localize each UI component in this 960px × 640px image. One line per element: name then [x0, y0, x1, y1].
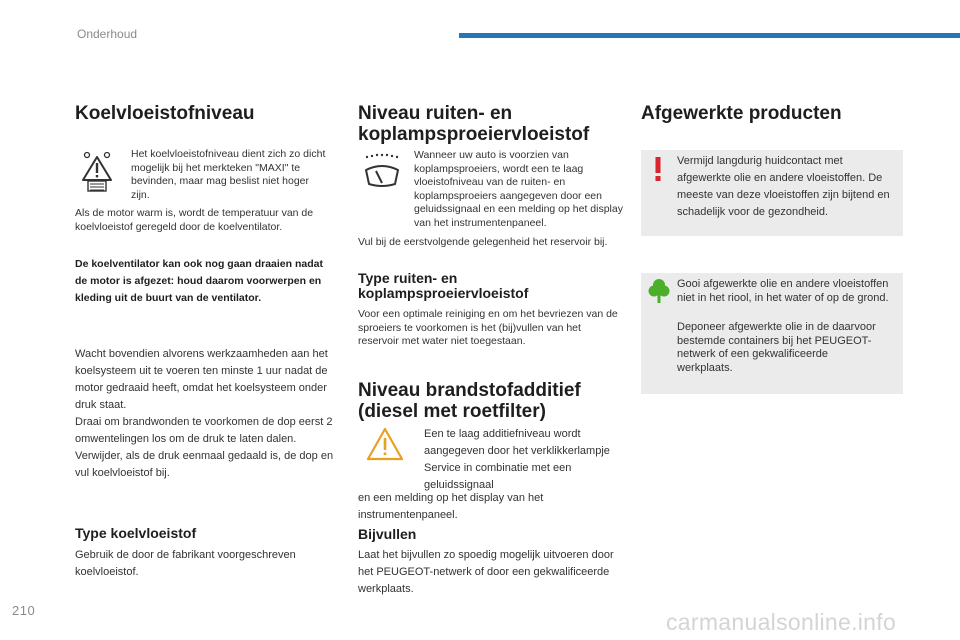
header-accent-bar: [459, 33, 960, 38]
skin-contact-text: Vermijd langdurig huidcontact met afgewerkte olie en andere vloeistoffen. De meeste van deze vloeistoffen zijn bijtend en schadelijk voor de gezondheid.: [677, 155, 890, 218]
coolant-type-text: Gebruik de door de fabrikant voorgeschreven koelvloeistof.: [75, 549, 296, 578]
windscreen-washer-icon: [362, 152, 402, 195]
coolant-level-title: Koelvloeistofniveau: [75, 103, 255, 124]
coolant-para-wait: Wacht bovendien alvorens werkzaamheden aan het koelsysteem uit te voeren ten minste 1 uur nadat de motor gedraaid heeft, omdat het koelsysteem onder druk staat.: [75, 348, 328, 411]
disposal-info-box: [641, 273, 903, 394]
disposal-text-1: Gooi afgewerkte olie en andere vloeistoffen niet in het riool, in het water of op de grond.: [677, 278, 889, 304]
page-number: 210: [12, 603, 36, 618]
disposal-text-2: Deponeer afgewerkte olie in de daarvoor bestemde containers bij het PEUGEOT-netwerk of een gekwalificeerde werkplaats.: [677, 321, 876, 374]
fuel-additive-title: Niveau brandstofadditief (diesel met roetfilter): [358, 380, 581, 422]
coolant-intro: Het koelvloeistofniveau dient zich zo dicht mogelijk bij het merkteken "MAXI" te bevinden, maar mag beslist niet hoger zijn.: [131, 148, 326, 201]
refill-title: Bijvullen: [358, 526, 417, 542]
tree-eco-icon: [648, 278, 670, 309]
skin-contact-warning-box: [641, 150, 903, 236]
washer-fluid-title: Niveau ruiten- en koplampsproeiervloeistof: [358, 103, 590, 145]
coolant-type-title: Type koelvloeistof: [75, 525, 197, 541]
watermark: carmanualsonline.info: [666, 609, 897, 635]
section-header: Onderhoud: [77, 27, 138, 41]
coolant-fan-warning: De koelventilator kan ook nog gaan draaien nadat de motor is afgezet: houd daarom voorwerpen en kleding uit de buurt van de ventilator.: [75, 258, 323, 304]
coolant-para-cap: Draai om brandwonden te voorkomen de dop eerst 2 omwentelingen los om de druk te laten dalen. Verwijder, als de druk eenmaal gedaald is, de dop en vul koelvloeistof bij.: [75, 416, 334, 479]
fuel-additive-text: Een te laag additiefniveau wordt aangegeven door het verklikkerlampje Service in combinatie met een geluidssignaal: [424, 428, 610, 491]
exclamation-icon: [651, 156, 665, 187]
refill-text: Laat het bijvullen zo spoedig mogelijk uitvoeren door het PEUGEOT-netwerk of door een gekwalificeerde werkplaats.: [358, 549, 614, 595]
coolant-para-fan: Als de motor warm is, wordt de temperatuur van de koelvloeistof geregeld door de koelventilator.: [75, 207, 314, 233]
washer-intro: Wanneer uw auto is voorzien van koplampsproeiers, wordt een te laag vloeistofniveau van de ruiten- en koplampsproeiers aangegeven door een geluidssignaal en een melding op het display van het instrumentenpaneel.: [414, 149, 623, 229]
fuel-additive-cont: en een melding op het display van het instrumentenpaneel.: [358, 492, 544, 521]
washer-type-text: Voor een optimale reiniging en om het bevriezen van de sproeiers te voorkomen is het (bij)vullen van het reservoir met water niet toegestaan.: [358, 308, 618, 347]
coolant-warning-icon: [80, 150, 114, 197]
caution-triangle-icon: [365, 424, 405, 469]
used-products-title: Afgewerkte producten: [641, 103, 842, 124]
washer-type-title: Type ruiten- en koplampsproeiervloeistof: [358, 270, 529, 301]
washer-refill-note: Vul bij de eerstvolgende gelegenheid het reservoir bij.: [358, 236, 608, 248]
